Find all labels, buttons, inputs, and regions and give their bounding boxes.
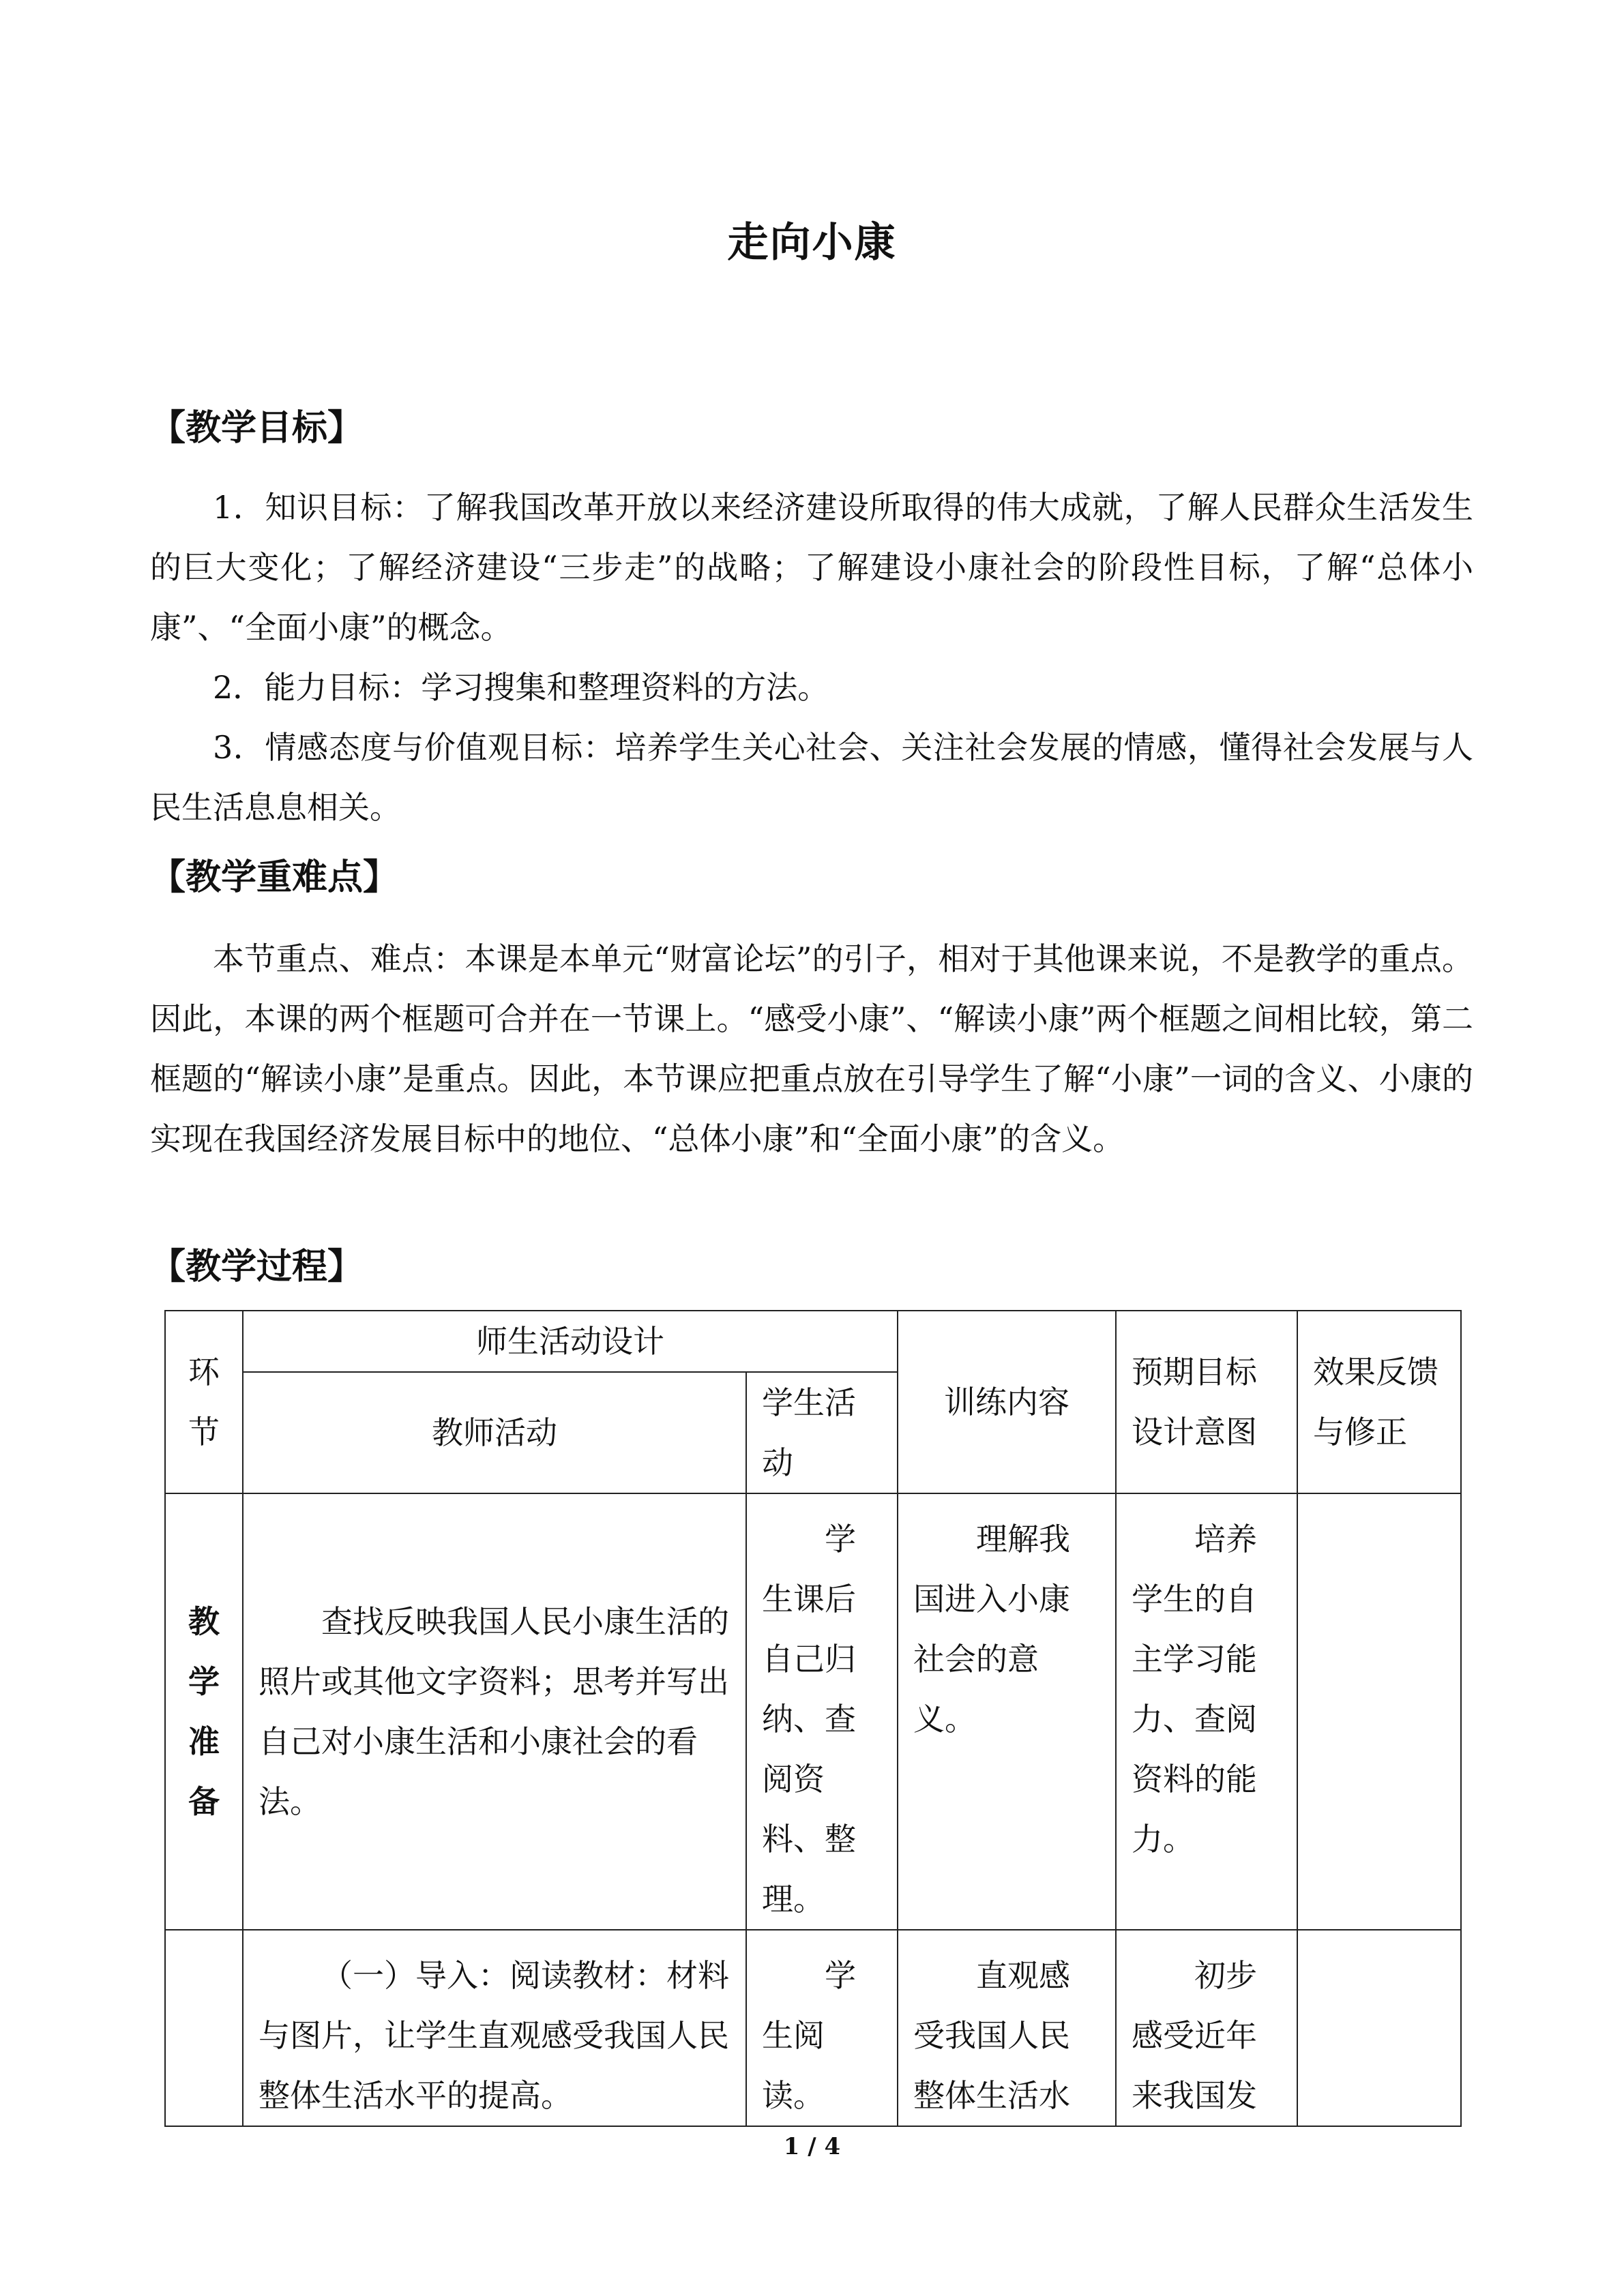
header-teacher: 教师活动 (243, 1372, 746, 1493)
table-row (165, 1493, 1461, 1930)
row-feedback (1297, 1493, 1461, 1930)
row-training: 直观感受我国人民整体生活水 (898, 1930, 1116, 2126)
table-row (165, 1930, 1461, 2126)
header-stage: 环节 (165, 1311, 243, 1493)
objectives-heading: 【教学目标】 (150, 408, 364, 449)
row-training: 理解我国进入小康社会的意义。 (898, 1493, 1116, 1930)
row-stage (165, 1930, 243, 2126)
header-feedback: 效果反馈与修正 (1297, 1311, 1461, 1493)
key-points-heading: 【教学重难点】 (150, 857, 399, 898)
row-goal: 培养学生的自主学习能力、查阅资料的能力。 (1116, 1493, 1297, 1930)
row-feedback (1297, 1930, 1461, 2126)
row-student: 学生课后自己归纳、查阅资料、整理。 (746, 1493, 898, 1930)
header-goal: 预期目标设计意图 (1116, 1311, 1297, 1493)
row-teacher: 查找反映我国人民小康生活的照片或其他文字资料；思考并写出自己对小康生活和小康社会的看法。 (243, 1493, 746, 1930)
page-number: 1 / 4 (783, 2133, 841, 2160)
row-student: 学生阅读。 (746, 1930, 898, 2126)
row-teacher: （一）导入：阅读教材：材料与图片，让学生直观感受我国人民整体生活水平的提高。 (243, 1930, 746, 2126)
header-student: 学生活动 (746, 1372, 898, 1493)
objective-item-values: 3．情感态度与价值观目标：培养学生关心社会、关注社会发展的情感，懂得社会发展与人民生活息息相关。 (150, 729, 1473, 826)
row-stage: 教学准备 (165, 1493, 243, 1930)
teaching-process-table (164, 1310, 1462, 2127)
header-design: 师生活动设计 (243, 1311, 898, 1372)
key-points-text: 本节重点、难点：本课是本单元“财富论坛”的引子，相对于其他课来说，不是教学的重点。因此，本课的两个框题可合并在一节课上。“感受小康”、“解读小康”两个框题之间相比较，第二框题的“解读小康”是重点。因此，本节课应把重点放在引导学生了解“小康”一词的含义、小康的实现在我国经济发展目标中的地位、“总体小康”和“全面小康”的含义。 (150, 940, 1473, 1157)
document-title: 走向小康 (727, 219, 897, 267)
process-heading: 【教学过程】 (150, 1247, 364, 1287)
header-training: 训练内容 (898, 1311, 1116, 1493)
objective-item-ability: 2．能力目标：学习搜集和整理资料的方法。 (213, 669, 829, 706)
objective-item-knowledge: 1．知识目标：了解我国改革开放以来经济建设所取得的伟大成就，了解人民群众生活发生的巨大变化；了解经济建设“三步走”的战略；了解建设小康社会的阶段性目标，了解“总体小康”、“全面小康”的概念。 (150, 489, 1473, 646)
row-goal: 初步感受近年来我国发 (1116, 1930, 1297, 2126)
